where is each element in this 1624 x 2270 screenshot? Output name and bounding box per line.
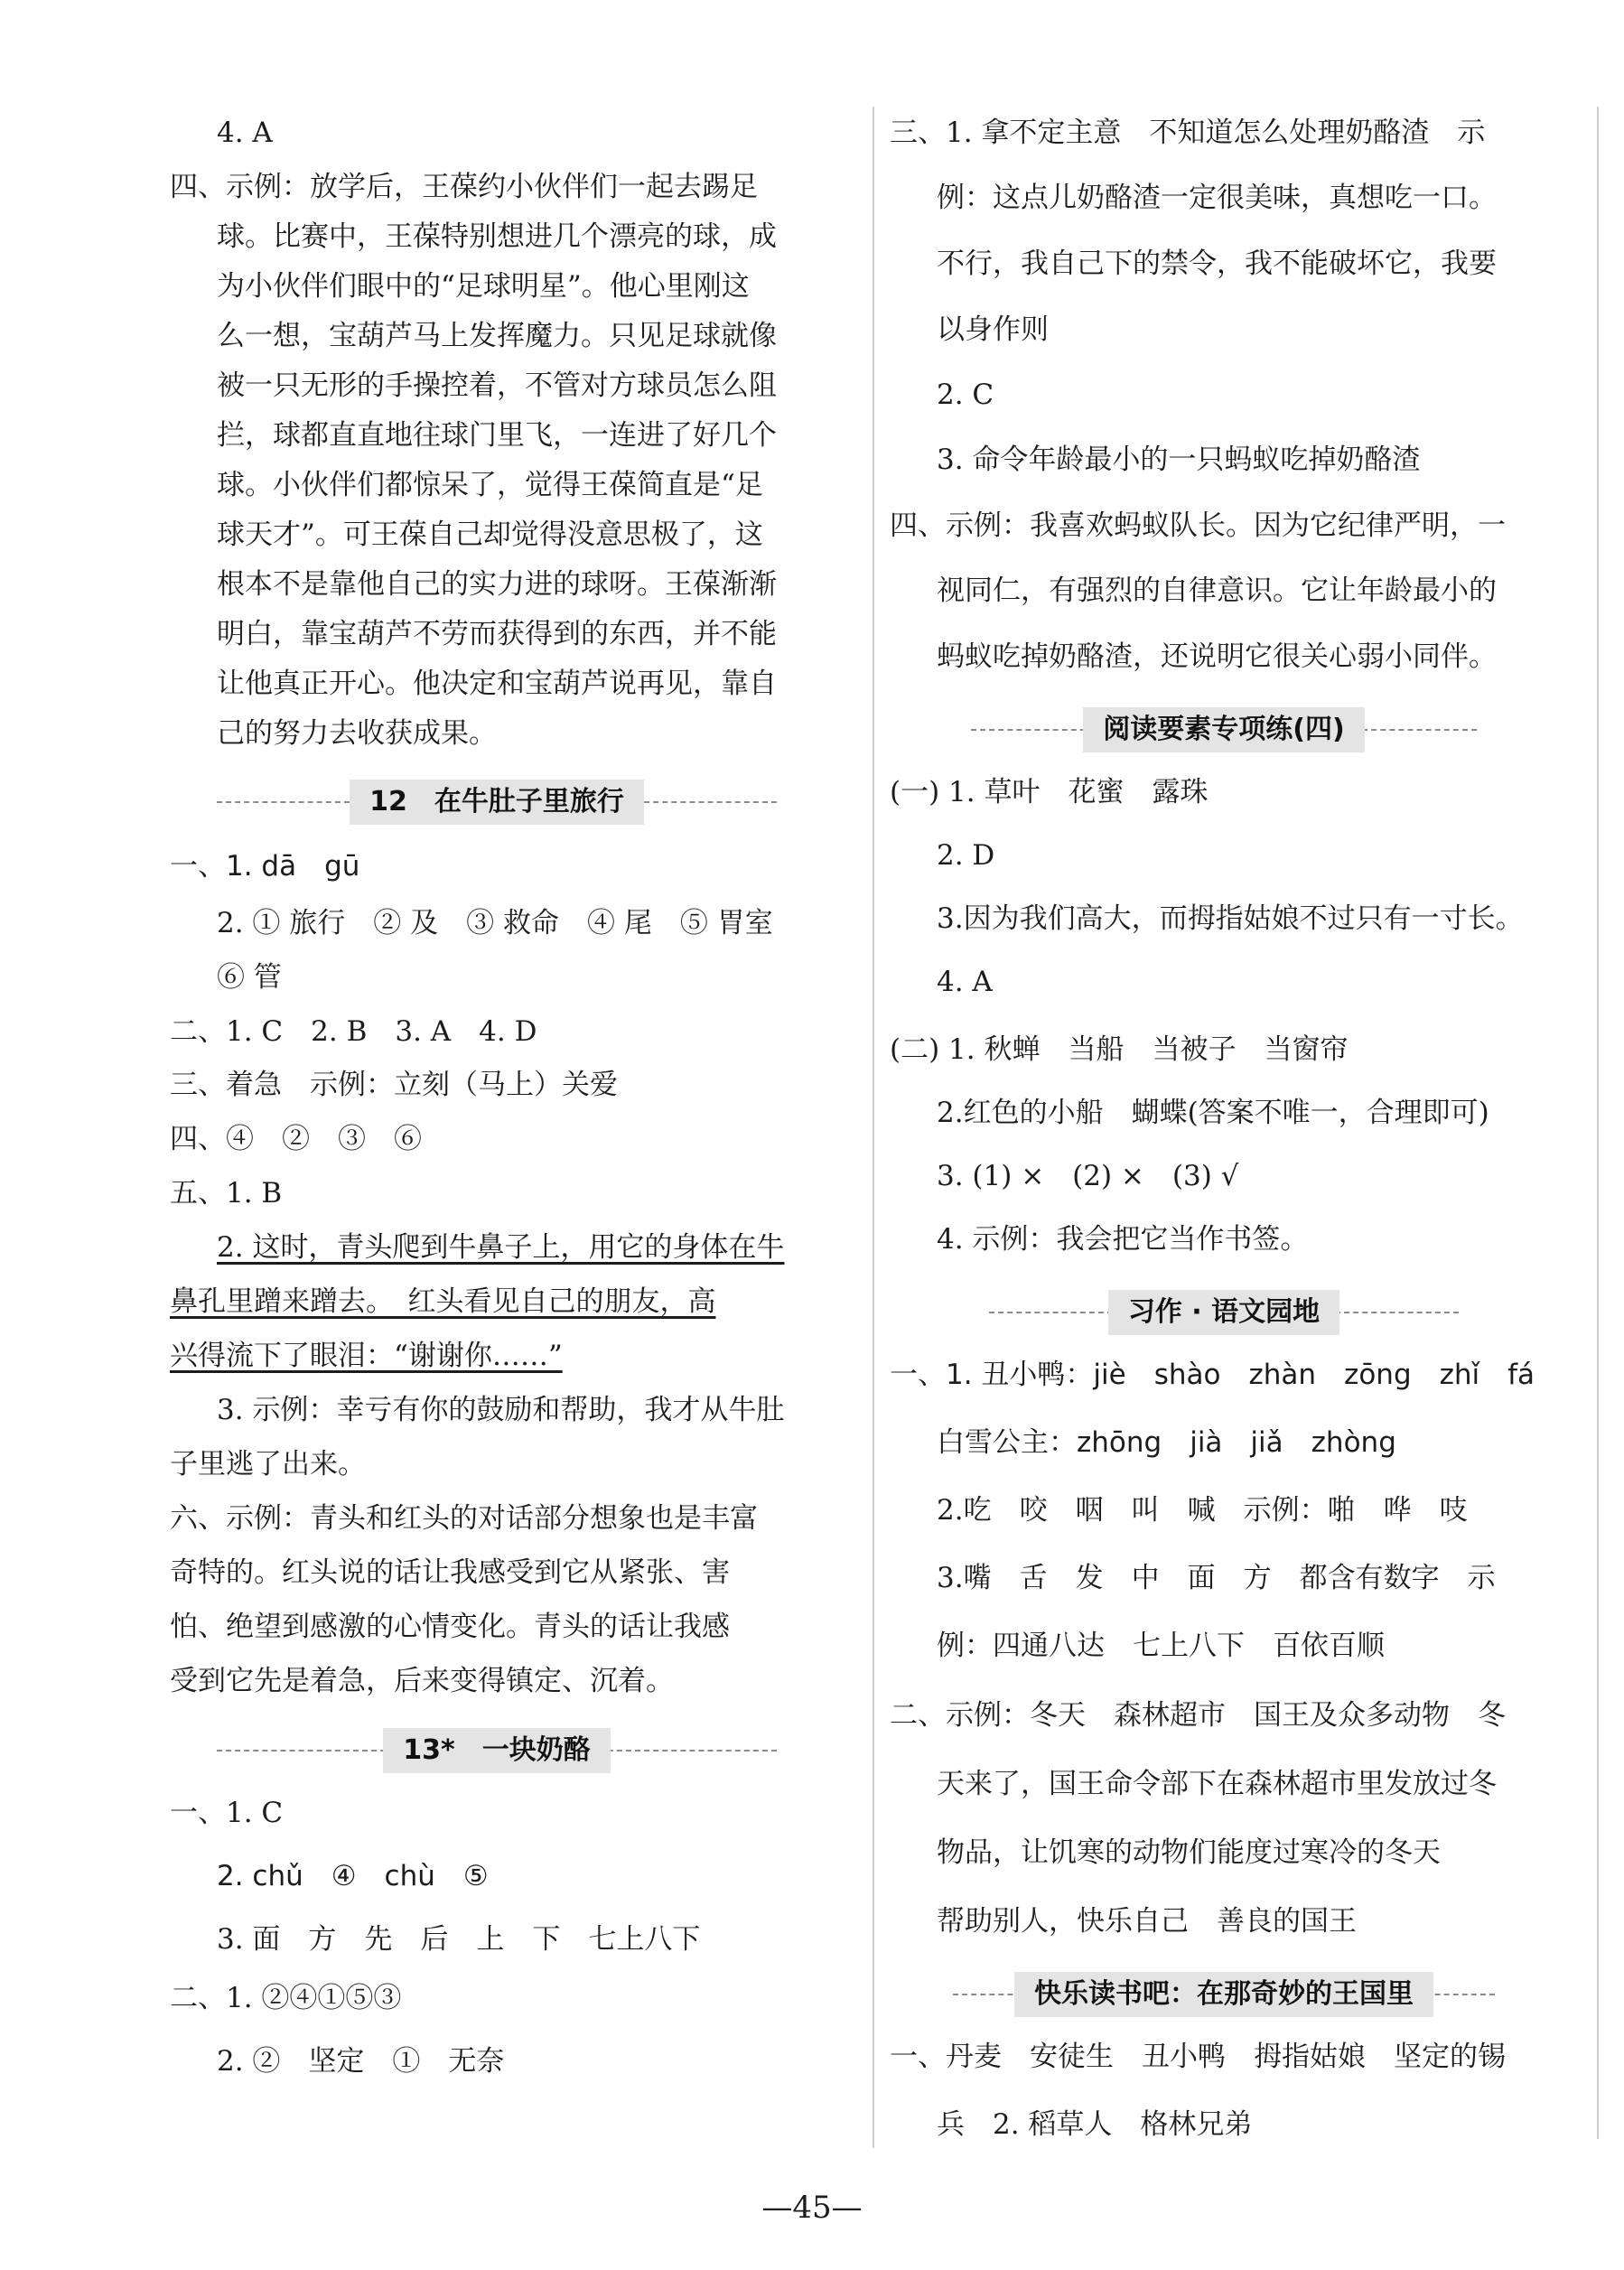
answer-line: 鼻孔里蹭来蹭去。 红头看见自己的朋友，高: [170, 1285, 716, 1318]
answer-line: 兵 2. 稻草人 格林兄弟: [937, 2108, 1253, 2141]
section-header-happy-reading: [953, 1969, 1495, 2020]
answer-line: 三、着急 示例：立刻（马上）关爱: [170, 1069, 618, 1101]
section-title: 阅读要素专项练(四): [1083, 707, 1364, 752]
section-title: 13* 一块奶酪: [383, 1728, 610, 1773]
answer-line: 2. C: [937, 378, 994, 411]
answer-line: 例：四通八达 七上八下 百依百顺: [937, 1630, 1385, 1662]
answer-line: 己的努力去收获成果。: [217, 717, 497, 750]
column-divider: [873, 107, 874, 2148]
answer-line: 一、1. dā gū: [170, 850, 360, 883]
answer-line: 一、丹麦 安徒生 丑小鸭 拇指姑娘 坚定的锡: [890, 2041, 1506, 2073]
answer-line: 四、④ ② ③ ⑥: [170, 1123, 422, 1155]
answer-line: 根本不是靠他自己的实力进的球呀。王葆渐渐: [217, 568, 777, 601]
answer-line: 2. D: [937, 839, 995, 872]
section-title: 习作 · 语文园地: [1108, 1290, 1339, 1335]
answer-line: 2.吃 咬 咽 叫 喊 示例：啪 哗 吱: [937, 1494, 1468, 1527]
answer-line: 2. ② 坚定 ① 无奈: [217, 2045, 505, 2078]
answer-line: 受到它先是着急，后来变得镇定、沉着。: [170, 1665, 674, 1697]
answer-line: 二、1. ②④①⑤③: [170, 1982, 402, 2014]
answer-line: 四、示例：我喜欢蚂蚁队长。因为它纪律严明，一: [890, 509, 1506, 542]
answer-line: 2. chǔ ④ chù ⑤: [217, 1860, 489, 1892]
answer-line: 子里逃了出来。: [170, 1448, 366, 1481]
answer-line: 3.因为我们高大，而拇指姑娘不过只有一寸长。: [937, 902, 1524, 935]
answer-line: 4. A: [937, 966, 993, 998]
section-header-reading: [971, 705, 1477, 755]
answer-line: 一、1. C: [170, 1797, 284, 1829]
answer-line: 被一只无形的手操控着，不管对方球员怎么阻: [217, 369, 777, 402]
answer-line: 蚂蚁吃掉奶酪渣，还说明它很关心弱小同伴。: [937, 640, 1497, 673]
answer-line: 球。小伙伴们都惊呆了，觉得王葆简直是“足: [217, 469, 763, 501]
section-header-13: [217, 1725, 777, 1776]
answer-line: 视同仁，有强烈的自律意识。它让年龄最小的: [937, 575, 1497, 607]
answer-line: 让他真正开心。他决定和宝葫芦说再见，靠自: [217, 668, 777, 700]
answer-line: 4. 示例：我会把它当作书签。: [937, 1223, 1309, 1256]
answer-line: 2.红色的小船 蝴蝶(答案不唯一，合理即可): [937, 1097, 1489, 1129]
answer-line: 兴得流下了眼泪：“谢谢你……”: [170, 1340, 563, 1372]
answer-line: 例：这点儿奶酪渣一定很美味，真想吃一口。: [937, 182, 1497, 214]
answer-line: 奇特的。红头说的话让我感受到它从紧张、害: [170, 1556, 730, 1589]
answer-line: 2. 这时，青头爬到牛鼻子上，用它的身体在牛: [217, 1231, 785, 1264]
answer-line: 帮助别人，快乐自己 善良的国王: [937, 1905, 1357, 1938]
answer-line: 球天才”。可王葆自己却觉得没意思极了，这: [217, 518, 763, 551]
answer-line: 么一想，宝葫芦马上发挥魔力。只见足球就像: [217, 320, 777, 352]
answer-line: 拦，球都直直地往球门里飞，一连进了好几个: [217, 419, 777, 452]
answer-line: 3.嘴 舌 发 中 面 方 都含有数字 示: [937, 1562, 1496, 1594]
answer-line: 五、1. B: [170, 1177, 283, 1210]
answer-line: 白雪公主：zhōng jià jiǎ zhòng: [937, 1426, 1396, 1459]
answer-line: 三、1. 拿不定主意 不知道怎么处理奶酪渣 示: [890, 117, 1486, 149]
section-title: 快乐读书吧：在那奇妙的王国里: [1014, 1972, 1433, 2017]
answer-line: 一、1. 丑小鸭：jiè shào zhàn zōng zhǐ fá: [890, 1359, 1535, 1391]
answer-line: 四、示例：放学后，王葆约小伙伴们一起去踢足: [170, 171, 758, 203]
answer-line: 怕、绝望到感激的心情变化。青头的话让我感: [170, 1611, 730, 1643]
answer-line: 球。比赛中，王葆特别想进几个漂亮的球，成: [217, 220, 777, 253]
section-header-12: [217, 777, 777, 827]
answer-line: 2. ① 旅行 ② 及 ③ 救命 ④ 尾 ⑤ 胃室: [217, 907, 773, 939]
answer-line: (一) 1. 草叶 花蜜 露珠: [890, 776, 1209, 808]
answer-line: 物品，让饥寒的动物们能度过寒冷的冬天: [937, 1836, 1441, 1869]
section-header-writing: [989, 1287, 1459, 1338]
right-margin-rule: [1597, 107, 1599, 2139]
answer-line: 3. 面 方 先 后 上 下 七上八下: [217, 1923, 701, 1956]
answer-line: 二、1. C 2. B 3. A 4. D: [170, 1015, 537, 1048]
answer-line: 二、示例：冬天 森林超市 国王及众多动物 冬: [890, 1699, 1506, 1732]
answer-line: 天来了，国王命令部下在森林超市里发放过冬: [937, 1768, 1497, 1800]
answer-line: 以身作则: [937, 313, 1049, 346]
answer-line: 为小伙伴们眼中的“足球明星”。他心里刚这: [217, 270, 750, 303]
answer-line: 4. A: [217, 117, 273, 149]
answer-line: 明白，靠宝葫芦不劳而获得到的东西，并不能: [217, 618, 777, 650]
answer-line: 3. 命令年龄最小的一只蚂蚁吃掉奶酪渣: [937, 444, 1421, 476]
answer-line: 六、示例：青头和红头的对话部分想象也是丰富: [170, 1502, 758, 1535]
section-title: 12 在牛肚子里旅行: [350, 780, 644, 825]
answer-line: 不行，我自己下的禁令，我不能破坏它，我要: [937, 248, 1497, 280]
answer-line: (二) 1. 秋蝉 当船 当被子 当窗帘: [890, 1033, 1349, 1066]
answer-line: 3. 示例：幸亏有你的鼓励和帮助，我才从牛肚: [217, 1394, 785, 1426]
answer-line: 3. (1) × (2) × (3) √: [937, 1160, 1239, 1192]
page-number: —45—: [761, 2190, 863, 2226]
answer-line: ⑥ 管: [217, 961, 282, 994]
